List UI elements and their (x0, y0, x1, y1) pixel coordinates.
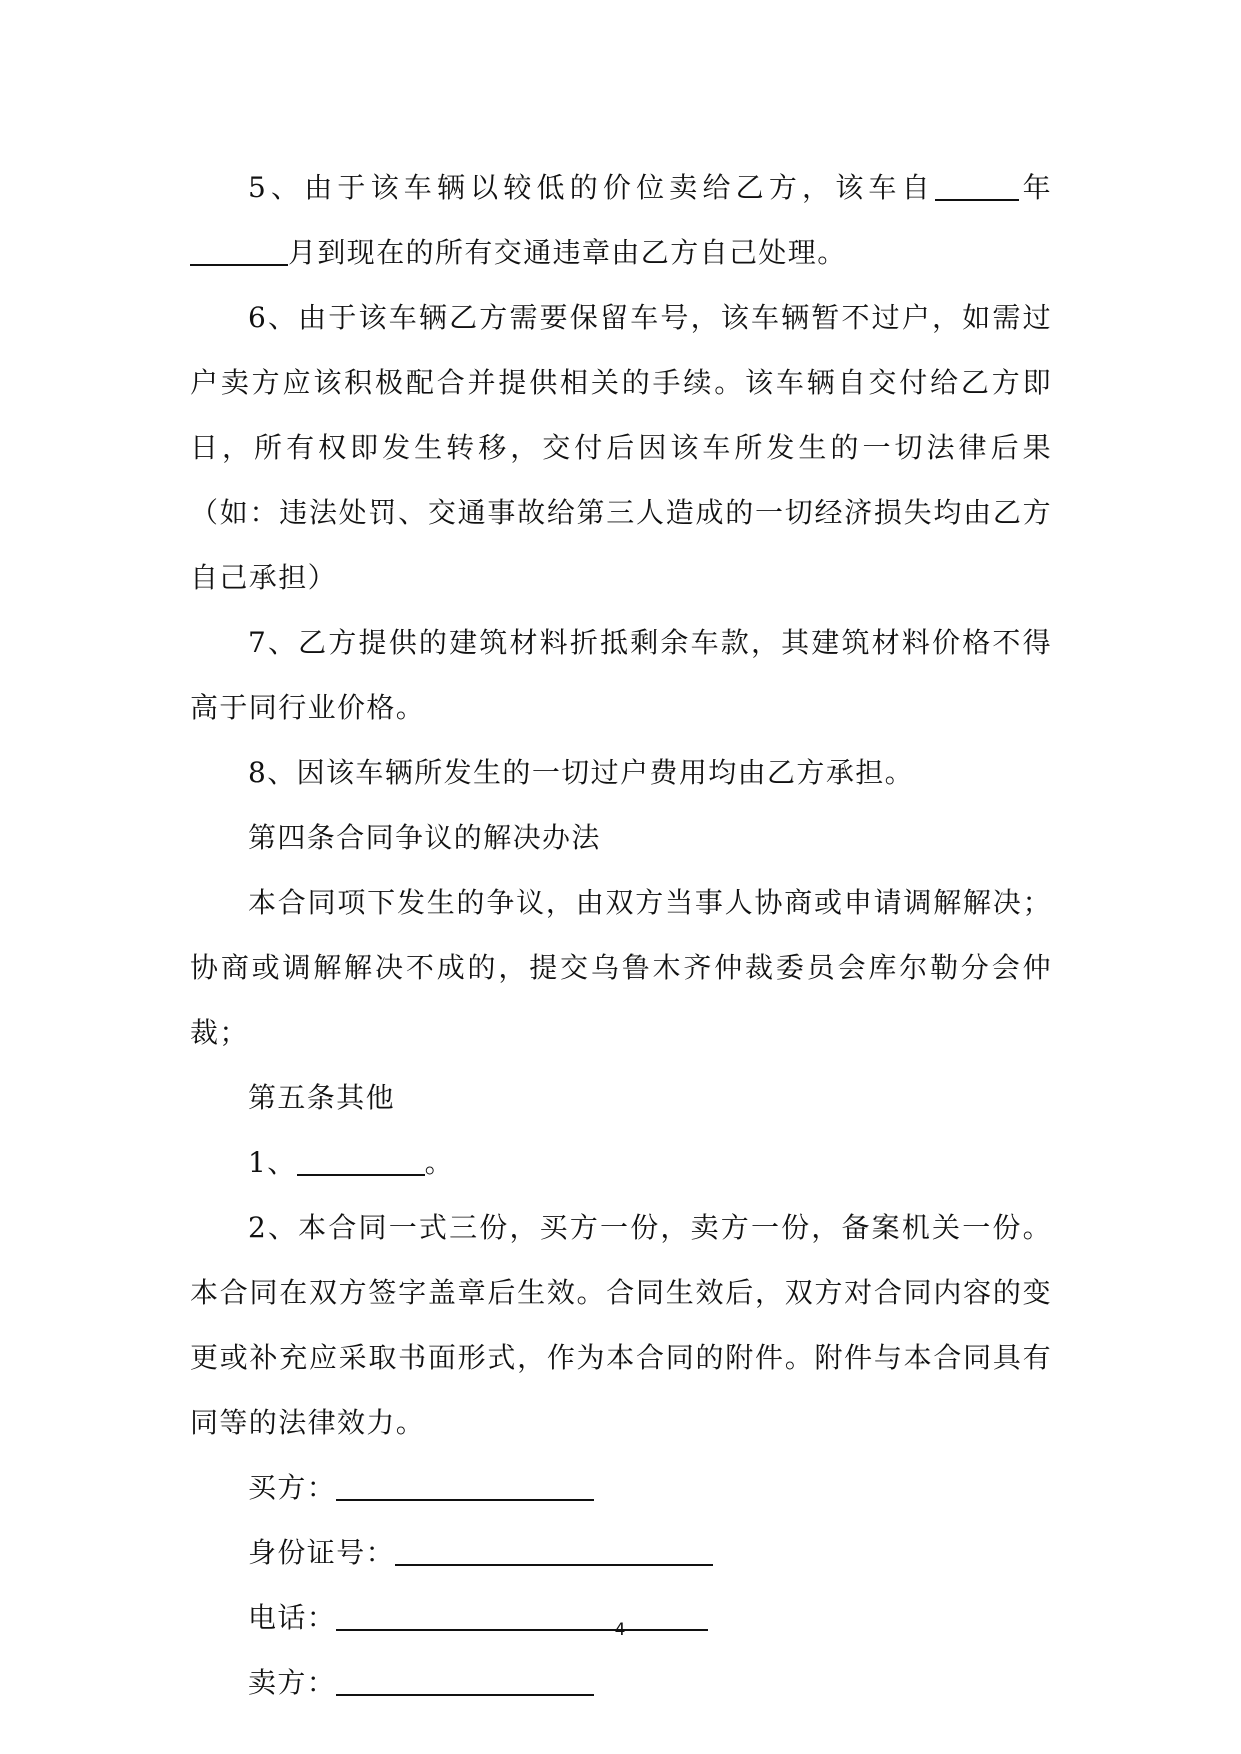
article-5-item-2: 2、本合同一式三份，买方一份，卖方一份，备案机关一份。本合同在双方签字盖章后生效。合同生效后，双方对合同内容的变更或补充应采取书面形式，作为本合同的附件。附件与本合同具有同等的法律效力。 (190, 1211, 1052, 1439)
buyer-label: 买方： (248, 1471, 337, 1504)
clause-8: 8、因该车辆所发生的一切过户费用均由乙方承担。 (248, 756, 915, 789)
item-1-blank (297, 1146, 425, 1176)
month-blank (190, 236, 288, 266)
id-number-label: 身份证号： (248, 1536, 396, 1569)
seller-blank (336, 1666, 594, 1696)
article-4-text: 本合同项下发生的争议，由双方当事人协商或申请调解解决；协商或调解解决不成的，提交乌鲁木齐仲裁委员会库尔勒分会仲裁； (190, 886, 1052, 1049)
buyer-blank (336, 1471, 594, 1501)
clause-7: 7、乙方提供的建筑材料折抵剩余车款，其建筑材料价格不得高于同行业价格。 (190, 626, 1052, 724)
article-5-item-1 (190, 1130, 1052, 1195)
clause-5-text-before: 5、由于该车辆以较低的价位卖给乙方，该车自 (248, 171, 935, 204)
item-1-suffix: 。 (424, 1146, 455, 1179)
article-5-heading: 第五条其他 (248, 1081, 396, 1114)
year-label: 年 (1018, 171, 1053, 204)
seller-line (190, 1650, 1052, 1715)
item-1-prefix: 1、 (248, 1146, 297, 1179)
id-number-blank (395, 1536, 713, 1566)
buyer-line (190, 1455, 1052, 1520)
phone-line (190, 1585, 1052, 1650)
seller-label: 卖方： (248, 1666, 337, 1699)
id-number-line (190, 1520, 1052, 1585)
contract-body (190, 155, 1052, 1715)
clause-5 (190, 155, 1052, 285)
phone-label: 电话： (248, 1601, 337, 1634)
clause-5-text-after: 月到现在的所有交通违章由乙方自己处理。 (288, 236, 847, 269)
page-number: — 4 — (590, 1620, 651, 1640)
clause-6: 6、由于该车辆乙方需要保留车号，该车辆暂不过户，如需过户卖方应该积极配合并提供相关的手续。该车辆自交付给乙方即日，所有权即发生转移，交付后因该车所发生的一切法律后果（如：违法处罚、交通事故给第三人造成的一切经济损失均由乙方自己承担） (190, 301, 1052, 594)
article-4-heading: 第四条合同争议的解决办法 (248, 821, 601, 854)
year-blank (935, 171, 1019, 201)
